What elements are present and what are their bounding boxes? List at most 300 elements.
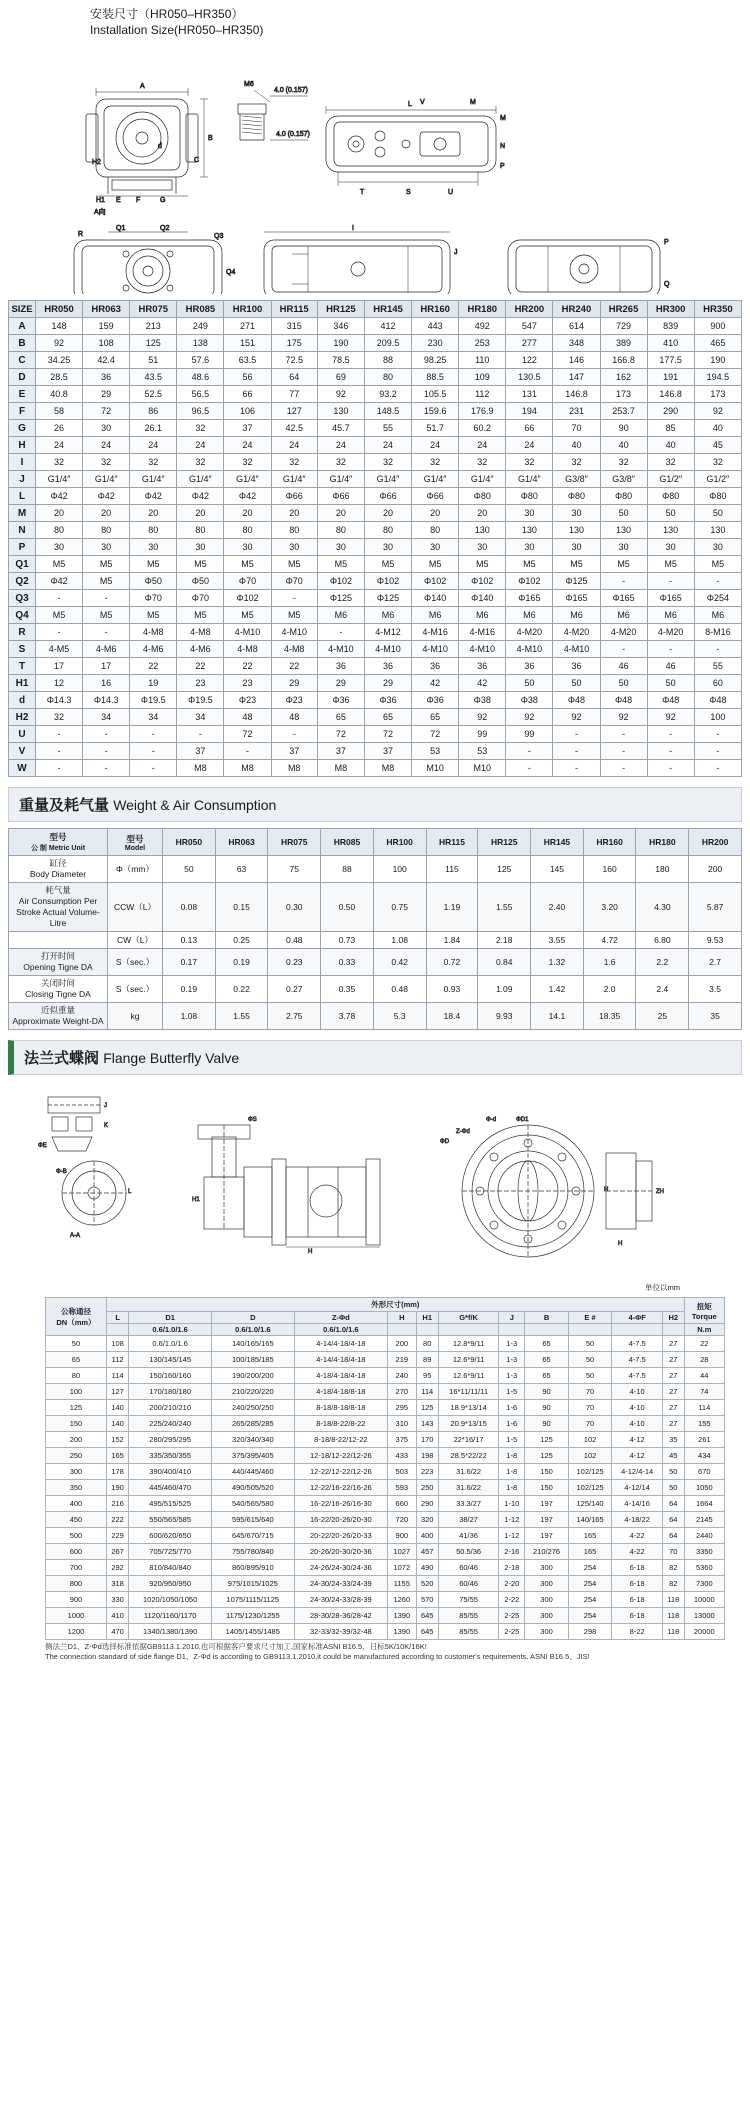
dim-cell: 29 — [364, 675, 411, 692]
dim-cell: 37 — [224, 420, 271, 437]
actuator-top-view — [326, 99, 506, 196]
table-row — [9, 505, 742, 522]
dim-cell: 92 — [459, 709, 506, 726]
table-row — [46, 1496, 725, 1512]
weight-row-label-en: Body Diameter — [29, 869, 87, 879]
dim-cell: 66 — [224, 386, 271, 403]
dim-row-label: G — [9, 420, 36, 437]
dim-row-label: Q3 — [9, 590, 36, 607]
svg-text:K: K — [104, 1123, 109, 1129]
dim-cell: - — [694, 743, 741, 760]
weight-cell: 1.09 — [478, 976, 531, 1003]
dim-cell: Φ42 — [224, 488, 271, 505]
flange-cell: 645 — [416, 1608, 438, 1624]
weight-cell: 1.32 — [531, 949, 584, 976]
weight-head-cn-line2: 公 制 Metric Unit — [30, 845, 86, 852]
flange-cell: 2440 — [684, 1528, 724, 1544]
dim-cell: 40.8 — [36, 386, 83, 403]
dim-cell: 42 — [459, 675, 506, 692]
dim-cell: 24 — [177, 437, 224, 454]
table-row — [9, 488, 742, 505]
flange-cell: 490 — [416, 1560, 438, 1576]
dim-cell: 30 — [317, 539, 364, 556]
dim-cell: 4-M8 — [224, 641, 271, 658]
flange-col-J: J — [499, 1312, 525, 1324]
dim-cell: 78.5 — [317, 352, 364, 369]
flange-cell: 82 — [663, 1560, 685, 1576]
flange-dn-cell: 125 — [46, 1400, 107, 1416]
flange-cell: 4-22 — [612, 1544, 663, 1560]
dim-cell: 20 — [364, 505, 411, 522]
dim-cell: M5 — [177, 607, 224, 624]
dim-cell: 40 — [694, 420, 741, 437]
flange-cell: 2-22 — [499, 1592, 525, 1608]
flange-cell: 318 — [106, 1576, 128, 1592]
dim-cell: Φ102 — [459, 573, 506, 590]
dim-cell: 80 — [364, 369, 411, 386]
dim-cell: Φ36 — [412, 692, 459, 709]
flange-cell: 27 — [663, 1416, 685, 1432]
dim-cell: 22 — [130, 658, 177, 675]
flange-cell: 150 — [525, 1480, 569, 1496]
dim-cell: 138 — [177, 335, 224, 352]
svg-text:A: A — [140, 83, 145, 90]
dim-cell: - — [130, 743, 177, 760]
dim-cell: 24 — [317, 437, 364, 454]
flange-cell: 975/1015/1025 — [211, 1576, 294, 1592]
weight-col-8: HR160 — [583, 829, 636, 856]
svg-text:H1: H1 — [96, 197, 105, 204]
svg-text:ΦD: ΦD — [440, 1139, 450, 1145]
flange-dn-cell: 50 — [46, 1336, 107, 1352]
flange-cell: 140 — [106, 1416, 128, 1432]
flange-cell: 4-18/22 — [612, 1512, 663, 1528]
dim-cell: - — [647, 641, 694, 658]
dim-cell: 8-M16 — [694, 624, 741, 641]
table-row — [9, 590, 742, 607]
flange-cell: 240 — [388, 1368, 416, 1384]
dim-cell: 20 — [271, 505, 317, 522]
svg-text:H: H — [618, 1241, 623, 1247]
table-row — [46, 1464, 725, 1480]
weight-row-label-cn: 缸径 — [49, 858, 67, 868]
flange-dn-en: DN（mm） — [56, 1317, 96, 1327]
flange-cell: 118 — [663, 1592, 685, 1608]
flange-cell: 24-30/24-33/24-39 — [294, 1576, 387, 1592]
dim-cell: Φ165 — [600, 590, 647, 607]
flange-cell: 90 — [525, 1384, 569, 1400]
dim-row-label: Q2 — [9, 573, 36, 590]
weight-cell: 0.19 — [215, 949, 268, 976]
dim-cell: - — [83, 760, 130, 777]
weight-col-9: HR180 — [636, 829, 689, 856]
dim-cell: 36 — [506, 658, 553, 675]
dim-cell: G1/2″ — [647, 471, 694, 488]
dim-cell: 148.5 — [364, 403, 411, 420]
flange-cell: 1072 — [388, 1560, 416, 1576]
flange-group-torque: 扭矩 Torque — [684, 1298, 724, 1324]
dim-cell: 108 — [83, 335, 130, 352]
table-row — [9, 420, 742, 437]
svg-text:C: C — [194, 157, 200, 164]
dim-row-label: N — [9, 522, 36, 539]
weight-cell: 0.25 — [215, 932, 268, 949]
dim-cell: 50 — [553, 675, 600, 692]
flange-cell: 216 — [106, 1496, 128, 1512]
dim-cell: - — [224, 743, 271, 760]
flange-cell: 20.9*13/15 — [438, 1416, 498, 1432]
dim-cell: 69 — [317, 369, 364, 386]
dim-cell: 22 — [177, 658, 224, 675]
dim-cell: M6 — [412, 607, 459, 624]
dim-cell: 65 — [412, 709, 459, 726]
dim-cell: 92 — [694, 403, 741, 420]
weight-row-label-cn: 打开时间 — [40, 951, 75, 961]
flange-dn-cn: 公称通径 — [60, 1306, 91, 1316]
flange-cell: 155 — [684, 1416, 724, 1432]
flange-cell: 1-12 — [499, 1528, 525, 1544]
flange-cell: 434 — [684, 1448, 724, 1464]
dim-cell: - — [647, 760, 694, 777]
flange-cell: 114 — [106, 1368, 128, 1384]
flange-cell: 70 — [568, 1416, 612, 1432]
dim-cell: 23 — [224, 675, 271, 692]
flange-cell: 64 — [663, 1496, 685, 1512]
flange-col-H1: H1 — [416, 1312, 438, 1324]
weight-cell: 180 — [636, 856, 689, 883]
dim-cell: 19 — [130, 675, 177, 692]
flange-cell: 860/895/910 — [211, 1560, 294, 1576]
dim-cell: M8 — [364, 760, 411, 777]
dim-cell: M5 — [83, 556, 130, 573]
dim-cell: - — [600, 760, 647, 777]
svg-text:ΦS: ΦS — [248, 1117, 257, 1123]
weight-row-unit: CW（L） — [108, 932, 163, 949]
dim-cell: 32 — [224, 454, 271, 471]
weight-cell: 6.80 — [636, 932, 689, 949]
flange-cell: 197 — [525, 1512, 569, 1528]
flange-dn-cell: 800 — [46, 1576, 107, 1592]
flange-cell: 490/505/520 — [211, 1480, 294, 1496]
dim-cell: Φ80 — [647, 488, 694, 505]
dim-row-label: U — [9, 726, 36, 743]
dim-cell: 36 — [412, 658, 459, 675]
flange-cell: 125 — [525, 1448, 569, 1464]
dim-cell: - — [36, 743, 83, 760]
dim-cell: 105.5 — [412, 386, 459, 403]
flange-dn-cell: 500 — [46, 1528, 107, 1544]
weight-cell: 1.84 — [426, 932, 478, 949]
flange-cell: 280/295/295 — [129, 1432, 212, 1448]
dim-cell: G1/4″ — [36, 471, 83, 488]
flange-cell: 1-6 — [499, 1416, 525, 1432]
weight-cell: 1.55 — [215, 1003, 268, 1030]
flange-cell: 20-26/20-30/20-36 — [294, 1544, 387, 1560]
weight-title-en: Weight & Air Consumption — [113, 797, 277, 813]
weight-cell: 5.3 — [373, 1003, 426, 1030]
weight-cell: 4.72 — [583, 932, 636, 949]
flange-cell: 140/165 — [568, 1512, 612, 1528]
dim-cell: 4-M8 — [271, 641, 317, 658]
weight-cell: 2.0 — [583, 976, 636, 1003]
flange-cell: 1050 — [684, 1480, 724, 1496]
flange-sub-H — [388, 1324, 416, 1336]
dim-cell: 4-M10 — [506, 641, 553, 658]
flange-sub-J — [499, 1324, 525, 1336]
flange-cell: 1-5 — [499, 1432, 525, 1448]
dim-cell: 173 — [600, 386, 647, 403]
dim-row-label: E — [9, 386, 36, 403]
dim-cell: 166.8 — [600, 352, 647, 369]
dim-cell: 465 — [694, 335, 741, 352]
flange-cell: 74 — [684, 1384, 724, 1400]
dim-cell: 70 — [553, 420, 600, 437]
dim-cell: - — [83, 726, 130, 743]
flange-cell: 250 — [416, 1480, 438, 1496]
dim-cell: 92 — [647, 709, 694, 726]
dim-cell: 729 — [600, 318, 647, 335]
weight-cell: 0.15 — [215, 883, 268, 932]
dim-cell: - — [600, 743, 647, 760]
dim-cell: 16 — [83, 675, 130, 692]
flange-cell: 6-18 — [612, 1592, 663, 1608]
dim-cell: - — [600, 641, 647, 658]
dim-col-9: HR180 — [459, 301, 506, 318]
dim-cell: - — [83, 743, 130, 760]
flange-dn-header — [46, 1298, 107, 1336]
svg-text:d: d — [158, 143, 162, 150]
flange-header-row-3 — [46, 1324, 725, 1336]
dim-cell: 130 — [459, 522, 506, 539]
dim-cell: 98.25 — [412, 352, 459, 369]
flange-cell: 140 — [106, 1400, 128, 1416]
dim-cell: 159.6 — [412, 403, 459, 420]
flange-cell: 1390 — [388, 1624, 416, 1640]
flange-cell: 445/460/470 — [129, 1480, 212, 1496]
dim-row-label: F — [9, 403, 36, 420]
svg-text:M: M — [500, 115, 506, 122]
table-row — [46, 1576, 725, 1592]
flange-cell: 170/180/180 — [129, 1384, 212, 1400]
dim-cell: 4-M6 — [83, 641, 130, 658]
weight-row-unit: CCW（L） — [108, 883, 163, 932]
dim-cell: 23 — [177, 675, 224, 692]
weight-cell: 2.40 — [531, 883, 584, 932]
dim-cell: 30 — [36, 539, 83, 556]
flange-dn-cell: 350 — [46, 1480, 107, 1496]
dim-col-13: HR300 — [647, 301, 694, 318]
dim-cell: M6 — [600, 607, 647, 624]
weight-cell: 2.4 — [636, 976, 689, 1003]
dim-cell: 32 — [647, 454, 694, 471]
dim-cell: 389 — [600, 335, 647, 352]
flange-cell: 593 — [388, 1480, 416, 1496]
flange-cell: 197 — [525, 1528, 569, 1544]
dim-cell: 20 — [459, 505, 506, 522]
flange-dn-cell: 600 — [46, 1544, 107, 1560]
install-title-en: Installation Size(HR050–HR350) — [90, 23, 264, 37]
dim-cell: 346 — [317, 318, 364, 335]
dim-cell: 24 — [412, 437, 459, 454]
flange-cell: 16-22/16-26/16-30 — [294, 1496, 387, 1512]
dim-col-4: HR100 — [224, 301, 271, 318]
actuator-front-view — [86, 83, 213, 216]
dim-cell: - — [130, 760, 177, 777]
svg-text:Q1: Q1 — [116, 225, 126, 232]
dim-cell: 34 — [83, 709, 130, 726]
dim-cell: 130 — [694, 522, 741, 539]
weight-col-7: HR145 — [531, 829, 584, 856]
dim-cell: 492 — [459, 318, 506, 335]
dim-cell: G1/4″ — [506, 471, 553, 488]
dim-cell: Φ80 — [506, 488, 553, 505]
dim-cell: Φ23 — [224, 692, 271, 709]
flange-cell: 4-12/4-14 — [612, 1464, 663, 1480]
dim-cell: 4-M10 — [364, 641, 411, 658]
dim-cell: 130 — [317, 403, 364, 420]
dim-cell: - — [36, 726, 83, 743]
dim-cell: Φ66 — [412, 488, 459, 505]
dim-cell: 190 — [317, 335, 364, 352]
svg-text:A-A: A-A — [70, 1233, 81, 1239]
flange-cell: 1-3 — [499, 1352, 525, 1368]
dim-cell: 271 — [224, 318, 271, 335]
dim-cell: 32 — [317, 454, 364, 471]
flange-cell: 44 — [684, 1368, 724, 1384]
table-row — [46, 1336, 725, 1352]
dim-cell: 32 — [83, 454, 130, 471]
dim-cell: - — [553, 760, 600, 777]
dim-cell: Φ48 — [647, 692, 694, 709]
dim-cell: 32 — [36, 709, 83, 726]
dim-cell: 20 — [177, 505, 224, 522]
weight-model-header — [108, 829, 163, 856]
flange-dn-cell: 150 — [46, 1416, 107, 1432]
flange-sub-D1: 0.6/1.0/1.6 — [129, 1324, 212, 1336]
flange-cell: 143 — [416, 1416, 438, 1432]
dim-cell: 51.7 — [412, 420, 459, 437]
dim-cell: 80 — [317, 522, 364, 539]
dim-cell: 48 — [224, 709, 271, 726]
dim-cell: Φ66 — [317, 488, 364, 505]
flange-group-dim: 外形尺寸(mm) — [106, 1298, 684, 1312]
flange-cell: 645 — [416, 1624, 438, 1640]
flange-cell: 65 — [525, 1368, 569, 1384]
flange-sub-D: 0.6/1.0/1.6 — [211, 1324, 294, 1336]
table-row — [9, 726, 742, 743]
dim-cell: 48.6 — [177, 369, 224, 386]
dim-cell: 37 — [317, 743, 364, 760]
dim-cell: 547 — [506, 318, 553, 335]
flange-cell: 1120/1160/1170 — [129, 1608, 212, 1624]
flange-cell: 1260 — [388, 1592, 416, 1608]
svg-text:J: J — [104, 1103, 107, 1109]
flange-cell: 27 — [663, 1400, 685, 1416]
dim-cell: - — [647, 573, 694, 590]
table-row — [46, 1480, 725, 1496]
table-row — [9, 658, 742, 675]
dim-cell: Φ23 — [271, 692, 317, 709]
flange-col-E: E # — [568, 1312, 612, 1324]
valve-handle-detail — [38, 1097, 132, 1239]
dim-cell: 315 — [271, 318, 317, 335]
flange-cell: 330 — [106, 1592, 128, 1608]
flange-cell: 140/165/165 — [211, 1336, 294, 1352]
weight-head-cn-line1: 型号 — [49, 832, 67, 842]
dim-cell: M6 — [459, 607, 506, 624]
dim-cell: Φ48 — [600, 692, 647, 709]
weight-cell: 115 — [426, 856, 478, 883]
svg-text:J: J — [454, 249, 458, 256]
flange-cell: 1020/1050/1050 — [129, 1592, 212, 1608]
flange-cell: 600/620/650 — [129, 1528, 212, 1544]
flange-cell: 6-18 — [612, 1608, 663, 1624]
dim-cell: 30 — [506, 539, 553, 556]
weight-cell: 0.19 — [163, 976, 216, 1003]
dim-cell: 122 — [506, 352, 553, 369]
weight-cell: 3.5 — [689, 976, 742, 1003]
weight-row-label-cn: 耗气量 — [45, 885, 71, 895]
svg-text:H: H — [308, 1249, 313, 1255]
table-row — [9, 692, 742, 709]
flange-cell: 165 — [568, 1528, 612, 1544]
dim-col-12: HR265 — [600, 301, 647, 318]
dim-cell: 146.8 — [553, 386, 600, 403]
svg-text:B: B — [208, 135, 213, 142]
flange-cell: 114 — [684, 1400, 724, 1416]
flange-cell: 295 — [388, 1400, 416, 1416]
flange-cell: 320/340/340 — [211, 1432, 294, 1448]
dim-cell: - — [271, 590, 317, 607]
weight-cell: 1.08 — [373, 932, 426, 949]
dim-cell: 30 — [600, 539, 647, 556]
dim-cell: G1/4″ — [177, 471, 224, 488]
dim-cell: Φ102 — [224, 590, 271, 607]
dim-cell: 4-M5 — [36, 641, 83, 658]
dim-cell: 190 — [694, 352, 741, 369]
dim-cell: Φ165 — [506, 590, 553, 607]
flange-cell: 300 — [525, 1624, 569, 1640]
dim-cell: 24 — [506, 437, 553, 454]
dim-cell: 80 — [130, 522, 177, 539]
flange-cell: 7300 — [684, 1576, 724, 1592]
weight-cell: 3.78 — [321, 1003, 374, 1030]
flange-unit-note: 单位以mm — [645, 1283, 680, 1292]
dim-cell: Φ42 — [36, 573, 83, 590]
dim-cell: 125 — [130, 335, 177, 352]
dim-cell: 191 — [647, 369, 694, 386]
dim-cell: 37 — [177, 743, 224, 760]
dim-cell: 146.8 — [647, 386, 694, 403]
weight-col-10: HR200 — [689, 829, 742, 856]
dim-cell: M5 — [224, 607, 271, 624]
table-row — [9, 573, 742, 590]
dim-cell: 4-M8 — [130, 624, 177, 641]
flange-cell: 45 — [663, 1448, 685, 1464]
dim-cell: - — [83, 624, 130, 641]
table-row — [9, 1003, 742, 1030]
dim-cell: Φ80 — [694, 488, 741, 505]
weight-table-header — [9, 829, 742, 856]
flange-cell: 4-18/4-18/8-18 — [294, 1384, 387, 1400]
flange-cell: 4-7.5 — [612, 1368, 663, 1384]
weight-row-label — [9, 856, 108, 883]
dim-cell: 131 — [506, 386, 553, 403]
flange-cell: 0.6/1.0/1.6 — [129, 1336, 212, 1352]
dim-cell: 20 — [83, 505, 130, 522]
table-row — [9, 522, 742, 539]
dim-cell: 32 — [177, 420, 224, 437]
